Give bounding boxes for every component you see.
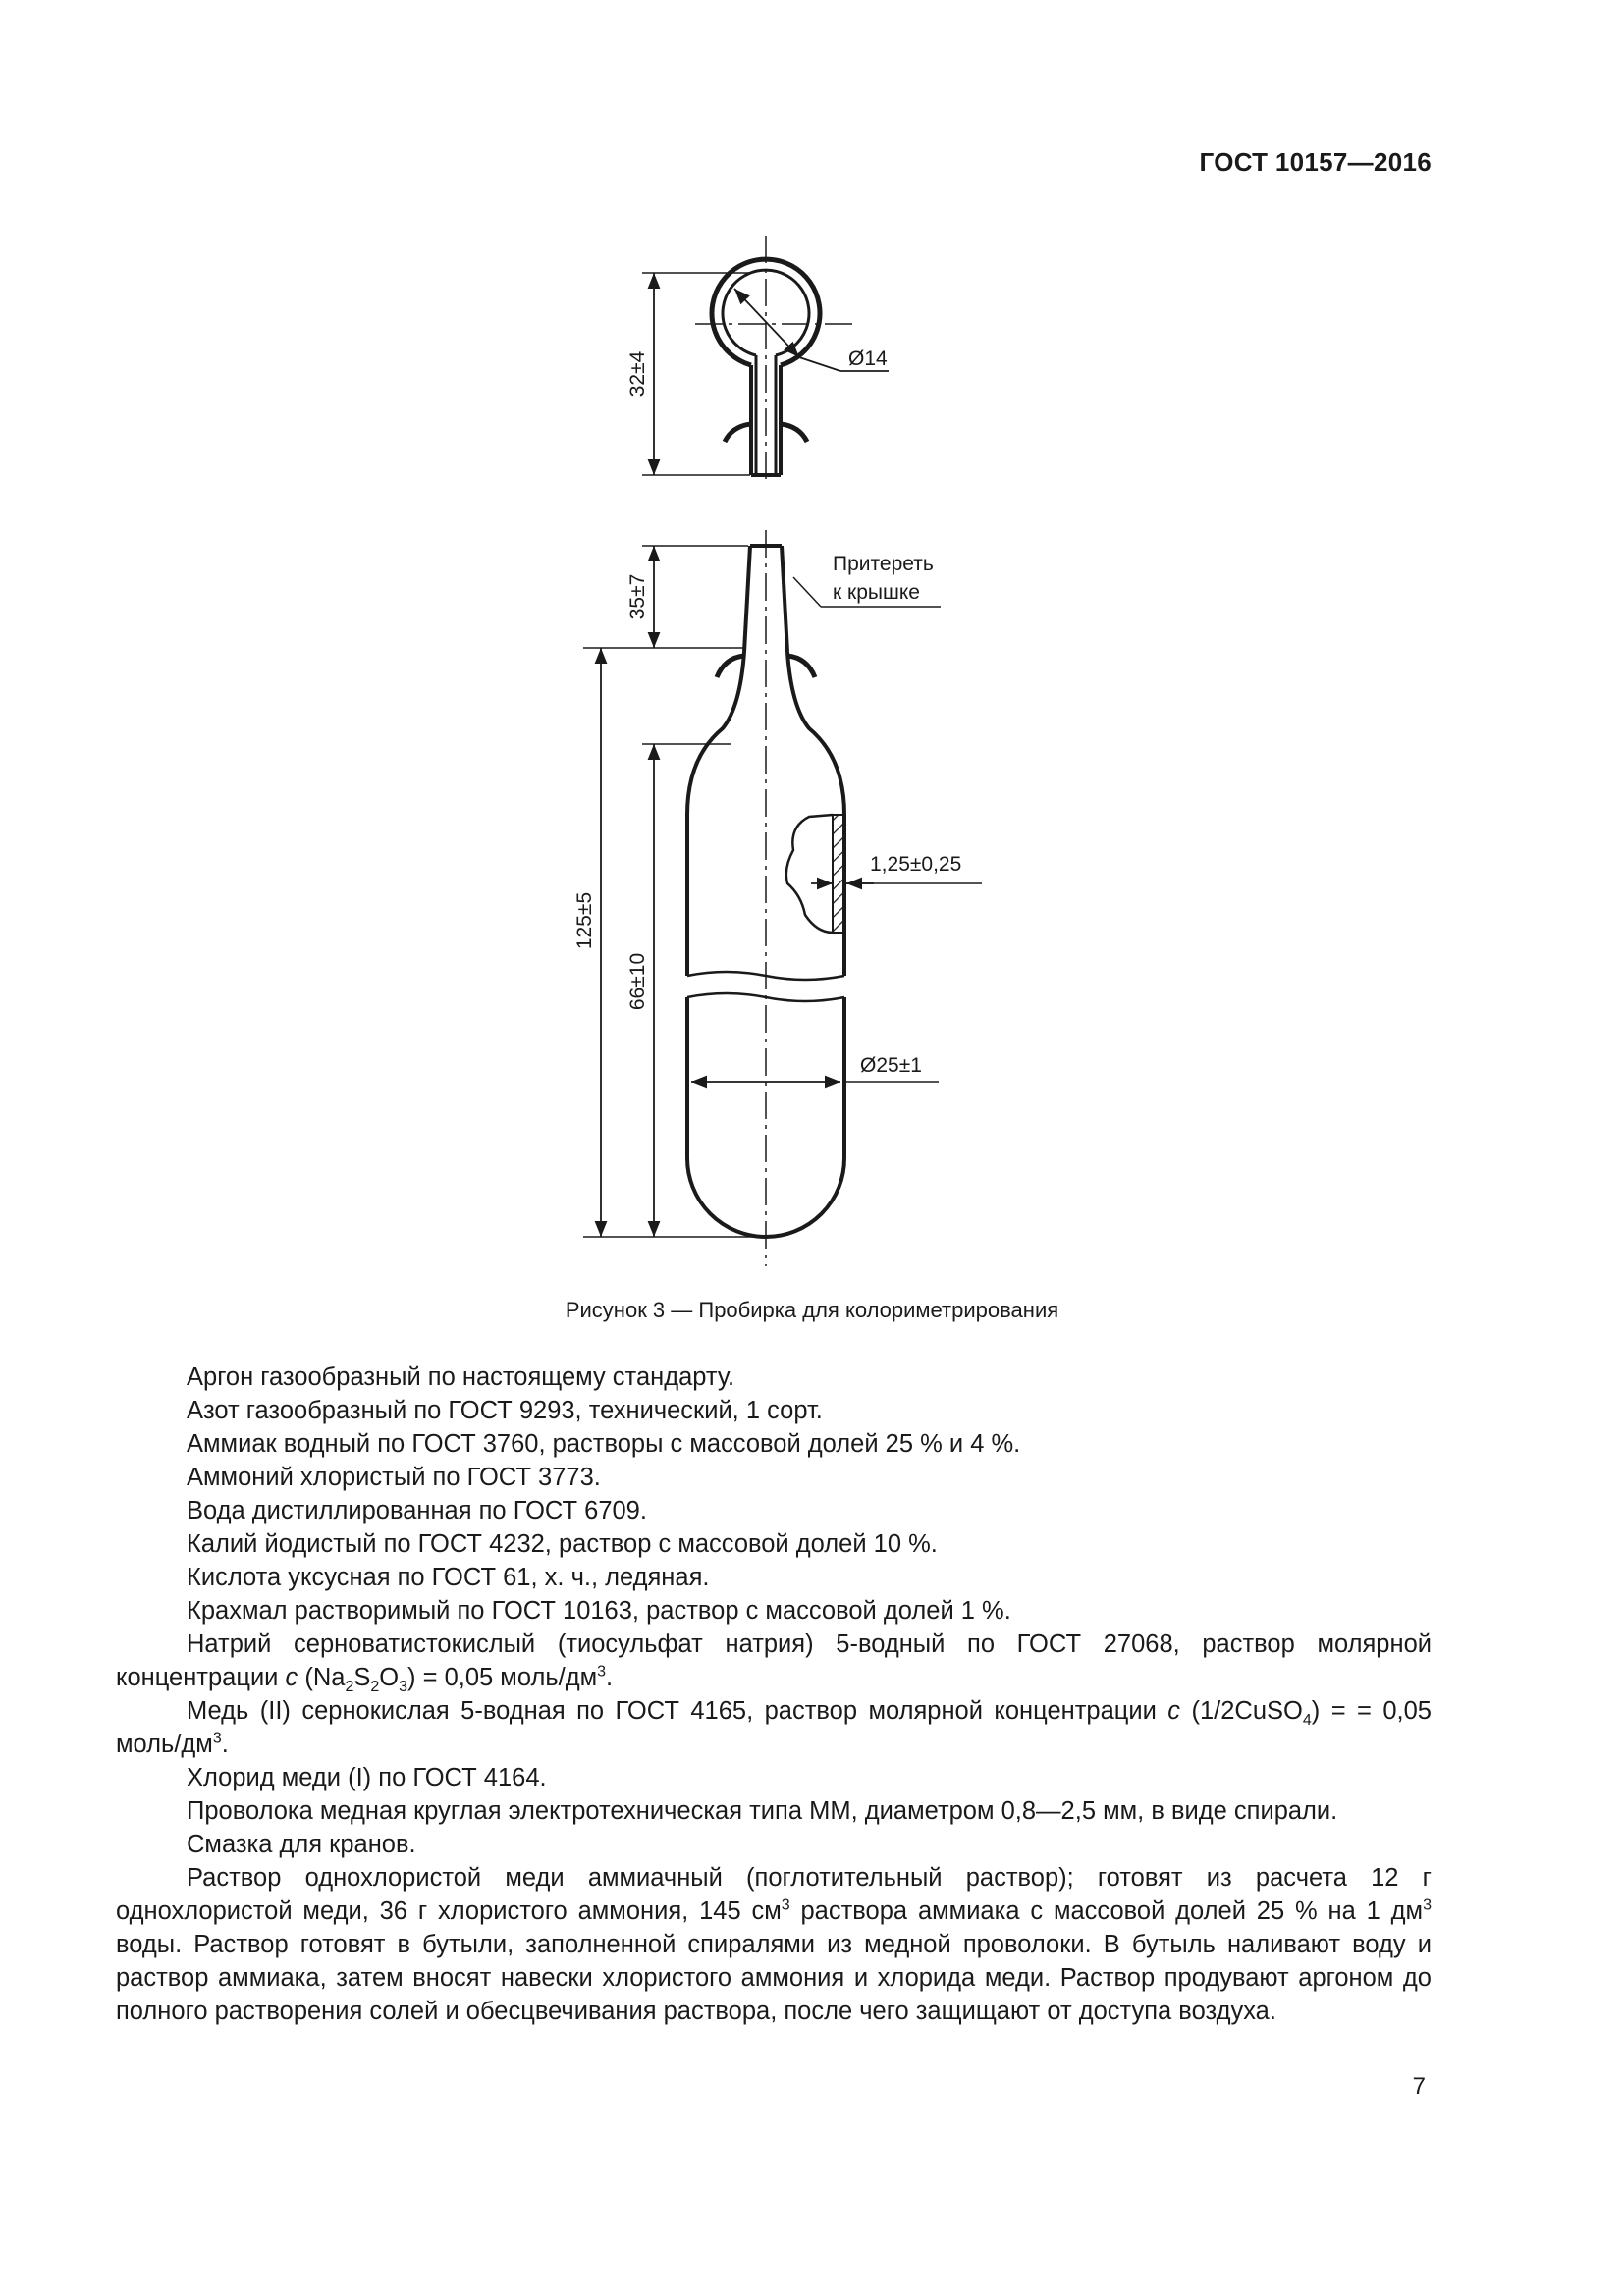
tube-part: [583, 530, 982, 1266]
paragraph: Проволока медная круглая электротехническая типа ММ, диаметром 0,8—2,5 мм, в виде спирали.: [187, 1797, 1338, 1825]
paragraph: Вода дистиллированная по ГОСТ 6709.: [187, 1497, 647, 1524]
body-height-label: 66±10: [626, 952, 649, 1011]
reagents-list: [116, 1361, 1432, 2028]
paragraph: Крахмал растворимый по ГОСТ 10163, раствор с массовой долей 1 %.: [187, 1597, 1011, 1625]
paragraph-copper-sulfate: Медь (II) сернокислая 5-водная по ГОСТ 4165, раствор молярной концентрации c (1/2CuSO$_4$) = = 0,05 моль/$дм^3$.: [116, 1697, 1432, 1758]
paragraph: Смазка для кранов.: [187, 1831, 416, 1858]
total-height-label: 125±5: [573, 891, 596, 950]
paragraph: Азот газообразный по ГОСТ 9293, технический, 1 сорт.: [187, 1397, 823, 1424]
page-number: 7: [1412, 2073, 1426, 2100]
paragraph: Аммоний хлористый по ГОСТ 3773.: [187, 1464, 601, 1491]
paragraph-thiosulfate: Натрий серноватистокислый (тиосульфат натрия) 5-водный по ГОСТ 27068, раствор молярной концентрации c $(Na_2S_2O_3) = 0,05$ моль/$дм^3$.: [116, 1630, 1432, 1696]
grind-note-line1: Притереть: [833, 553, 934, 575]
paragraph: Кислота уксусная по ГОСТ 61, х. ч., ледяная.: [187, 1564, 710, 1591]
paragraph: Аргон газообразный по настоящему стандарту.: [187, 1363, 735, 1391]
paragraph: Хлорид меди (I) по ГОСТ 4164.: [187, 1764, 547, 1791]
neck-height-label: 35±7: [626, 573, 649, 620]
paragraph-absorbing-solution: Раствор однохлористой меди аммиачный (поглотительный раствор); готовят из расчета 12 г однохлористой меди, 36 г хлористого аммония, 145 $см^3$ раствора аммиака с массовой долей 25 % на 1 $дм^3$ воды. Раствор готовят в бутыли, заполненной спиралями из медной проволоки. В бутыль наливают воду и раствор аммиака, затем вносят навески хлористого аммония и хлорида меди. Раствор продувают аргоном до полного растворения солей и обесцвечивания раствора, после чего защищают от доступа воздуха.: [116, 1864, 1432, 2025]
body-diameter-label: Ø25±1: [860, 1054, 922, 1077]
loop-diameter-label: Ø14: [848, 347, 888, 370]
figure-caption: Рисунок 3 — Пробирка для колориметрирования: [565, 1298, 1059, 1322]
grind-note-line2: к крышке: [833, 581, 920, 604]
paragraph: Аммиак водный по ГОСТ 3760, растворы с массовой долей 25 % и 4 %.: [187, 1430, 1021, 1458]
paragraph: Калий йодистый по ГОСТ 4232, раствор с массовой долей 10 %.: [187, 1530, 938, 1558]
standard-header: ГОСТ 10157—2016: [1199, 147, 1432, 177]
cap-height-label: 32±4: [626, 350, 649, 398]
wall-thickness-label: 1,25±0,25: [870, 853, 962, 876]
